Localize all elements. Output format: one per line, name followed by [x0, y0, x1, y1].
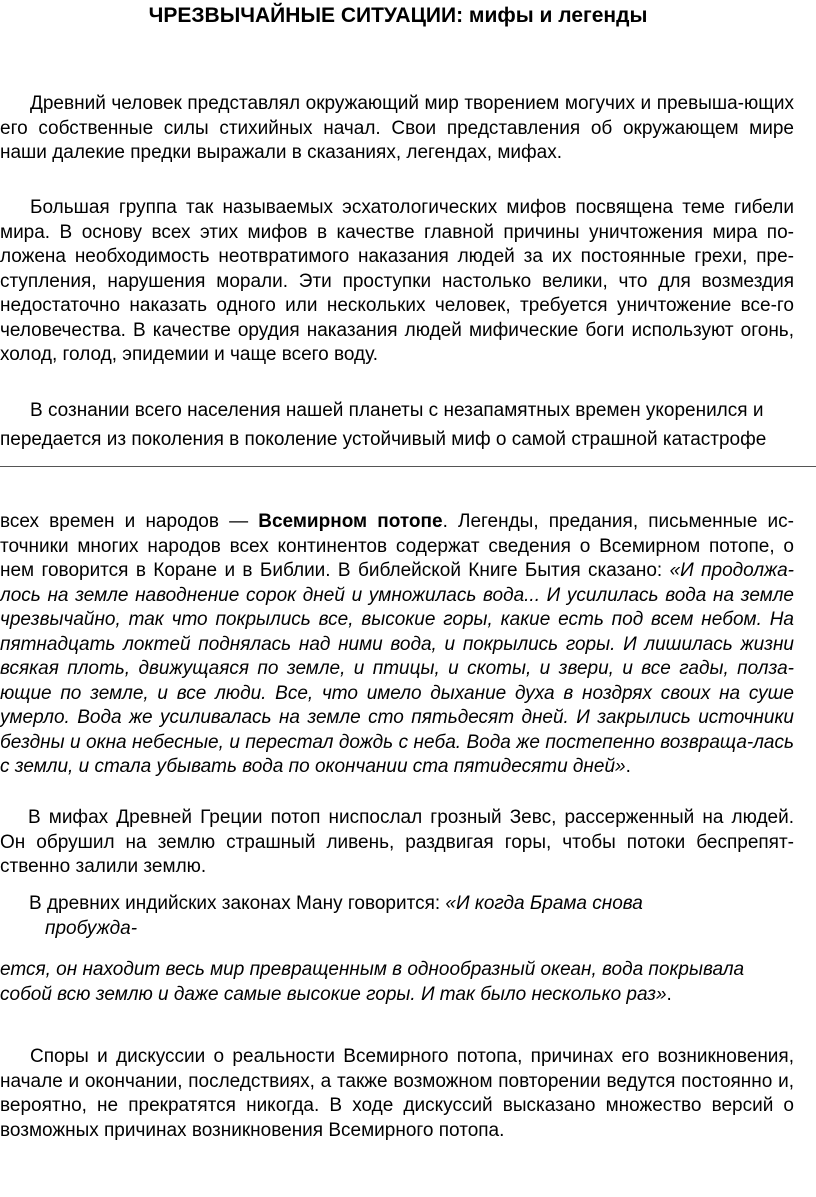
manu-lead-letter: В	[29, 893, 42, 914]
paragraph-eschatological-myths: Большая группа так называемых эсхатологических мифов посвящена теме гибели мира. В основу всех этих мифов в качестве главной причины уничтожения мира по-ложена необходимость неотвратимого наказания людей за их постоянные грехи, пре-ступления, нарушения морали. Эти проступки настолько велики, что для возмездия недостаточно наказать одного или нескольких человек, требуется уничтожение все-го человечества. В качестве орудия наказания людей мифические боги используют огонь, холод, голод, эпидемии и чаще всего воду.	[0, 197, 794, 365]
page-break-divider	[0, 466, 816, 467]
paragraph-great-flood	[0, 510, 794, 780]
manu-text: древних индийских законах Ману говорится:	[41, 893, 446, 914]
paragraph-debates: Споры и дискуссии о реальности Всемирного потопа, причинах его возникновения, начале и окончании, последствиях, а также возможном повторении ведутся постоянно и, вероятно, не прекратятся никогда. В ходе дискуссий высказано множество версий о возможных причинах возникновения Всемирного потопа.	[0, 1046, 794, 1141]
flood-text-after: . Легенды, предания, письменные ис-точники многих народов всех континентов содержат сведения о Всемирном потопе, о нем говорится в Коране и в Библии. В библейской Книге Бытия сказано:	[0, 511, 794, 581]
paragraph-greek-myths: В мифах Древней Греции потоп ниспослал грозный Зевс, рассерженный на людей. Он обрушил на землю страшный ливень, раздвигая горы, чтобы потоки беспрепят-ственно залили землю.	[0, 807, 794, 877]
page-title: ЧРЕЗВЫЧАЙНЫЕ СИТУАЦИИ: мифы и легенды	[148, 4, 648, 27]
manu-end: .	[666, 983, 672, 1005]
great-flood-term: Всемирном потопе	[258, 511, 443, 532]
manu-quote-rest: ется, он находит весь мир превращенным в однообразный океан, вода покрывала собой всю землю и даже самые высокие горы. И так было несколько раз»	[0, 959, 745, 1005]
genesis-quote: «И продолжа-лось на земле наводнение сорок дней и умножилась вода... И усилилась вода на земле чрезвычайно, так что покрылись все, высокие горы, какие есть под всем небом. На пятнадцать локтей поднялась над ними вода, и покрылись горы. И лишилась жизни всякая плоть, движущаяся по земле, и птицы, и скоты, и звери, и все гады, полза-ющие по земле, и все люди. Все, что имело дыхание духа в ноздрях своих на суше умерло. Вода же усиливалась на земле сто пятьдесят дней. И закрылись источники бездны и окна небесные, и перестал дождь с неба. Вода же постепенно возвраща-лась с земли, и стала убывать вода по окончании ста пятидесяти дней»	[0, 560, 794, 777]
manu-quote-start: «И когда Брама снова пробужда-	[45, 893, 643, 939]
paragraph-manu-laws-continued	[0, 958, 794, 1007]
paragraph-manu-laws-start	[29, 892, 725, 941]
paragraph-intro: Древний человек представлял окружающий мир творением могучих и превыша-ющих его собственные силы стихийных начал. Свои представления об окружающем мире наши далекие предки выражали в сказаниях, легендах, мифах.	[0, 93, 794, 163]
paragraph-flood-myth-intro: В сознании всего населения нашей планеты с незапамятных времен укоренился и передается из поколения в поколение устойчивый миф о самой страшной катастрофе	[0, 400, 767, 450]
flood-text-end: .	[625, 756, 631, 777]
flood-text-before: всех времен и народов —	[0, 511, 259, 532]
